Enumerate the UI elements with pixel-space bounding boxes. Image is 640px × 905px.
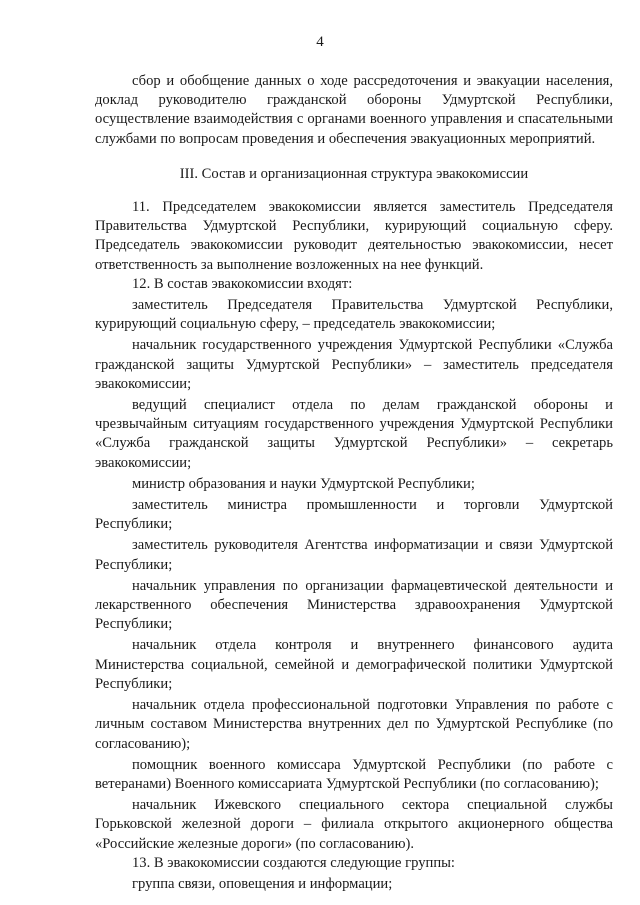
- member-item: начальник отдела профессиональной подготовки Управления по работе с личным составом Министерства внутренних дел по Удмуртской Республике (по согласованию);: [95, 697, 613, 752]
- group-item: группа связи, оповещения и информации;: [132, 875, 393, 892]
- member-item: заместитель министра промышленности и торговли Удмуртской Республики;: [95, 497, 613, 533]
- section-heading: III. Состав и организационная структура эвакокомиссии: [179, 165, 529, 182]
- member-item: начальник Ижевского специального сектора специальной службы Горьковской железной дороги – филиала открытого акционерного общества «Российские железные дороги» (по согласованию).: [95, 797, 613, 852]
- member-item: начальник государственного учреждения Удмуртской Республики «Служба гражданской защиты Удмуртской Республики» – заместитель председателя эвакокомиссии;: [95, 337, 613, 392]
- paragraph-12: 12. В состав эвакокомиссии входят:: [132, 275, 353, 292]
- intro-paragraph: сбор и обобщение данных о ходе рассредоточения и эвакуации населения, доклад руководителю гражданской обороны Удмуртской Республики, осуществление взаимодействия с органами военного управления и спасательными службами по вопросам проведения и обеспечения эвакуационных мероприятий.: [95, 73, 613, 147]
- member-item: министр образования и науки Удмуртской Республики;: [132, 475, 475, 492]
- member-item: помощник военного комиссара Удмуртской Республики (по работе с ветеранами) Военного комиссариата Удмуртской Республики (по согласованию);: [95, 756, 613, 792]
- member-item: ведущий специалист отдела по делам гражданской обороны и чрезвычайным ситуациям государственного учреждения Удмуртской Республики «Служба гражданской защиты Удмуртской Республики» – секретарь эвакокомиссии;: [95, 397, 613, 471]
- document-body: [95, 72, 613, 894]
- paragraph-13: 13. В эвакокомиссии создаются следующие группы:: [132, 854, 455, 871]
- member-item: начальник отдела контроля и внутреннего финансового аудита Министерства социальной, семейной и демографической политики Удмуртской Республики;: [95, 637, 613, 692]
- paragraph-11: 11. Председателем эвакокомиссии является заместитель Председателя Правительства Удмуртской Республики, курирующий социальную сферу. Председатель эвакокомиссии руководит деятельностью эвакокомиссии, несет ответственность за выполнение возложенных на нее функций.: [95, 199, 613, 273]
- member-item: начальник управления по организации фармацевтической деятельности и лекарственного обеспечения Министерства здравоохранения Удмуртской Республики;: [95, 577, 613, 633]
- member-item: заместитель руководителя Агентства информатизации и связи Удмуртской Республики;: [95, 537, 613, 573]
- page-number: 4: [316, 34, 324, 50]
- member-item: заместитель Председателя Правительства Удмуртской Республики, курирующий социальную сферу, – председатель эвакокомиссии;: [95, 297, 613, 333]
